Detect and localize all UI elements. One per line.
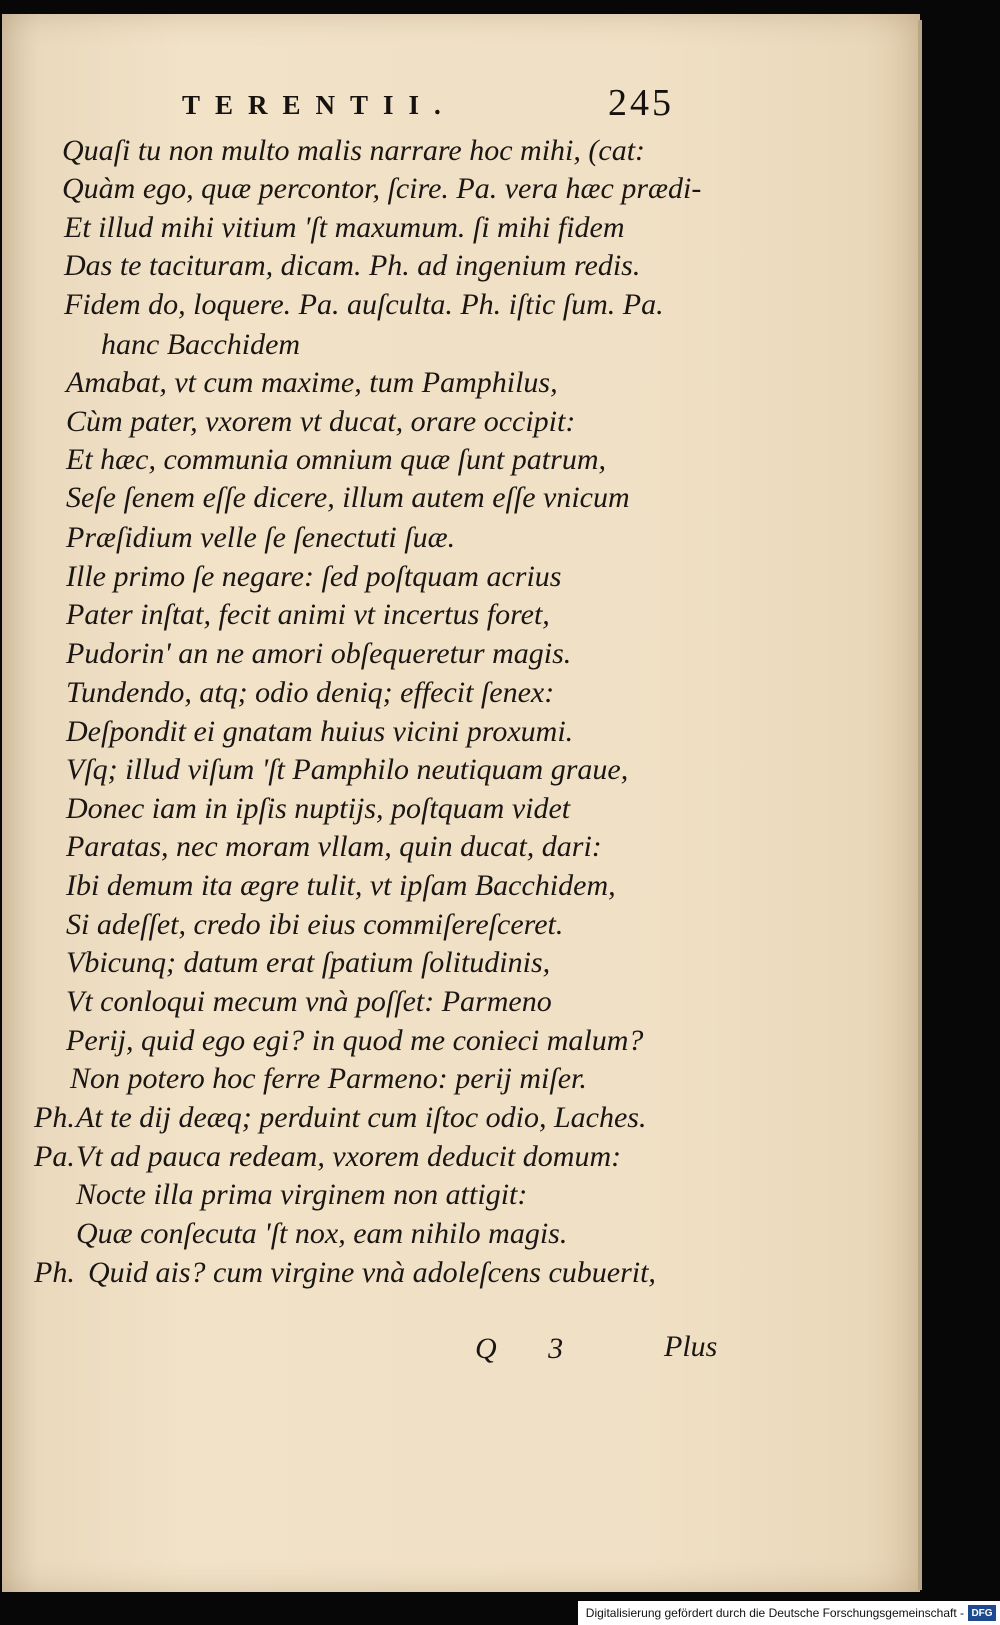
- verse-line: Et hæc, communia omnium quæ ſunt patrum,: [66, 443, 606, 476]
- verse-line: Quid ais? cum virgine vnà adoleſcens cubuerit,: [88, 1256, 656, 1289]
- verse-line: Quæ conſecuta 'ſt nox, eam nihilo magis.: [76, 1217, 568, 1250]
- verse-line: Si adeſſet, credo ibi eius commiſereſceret.: [66, 908, 564, 941]
- verse-line: Ille primo ſe negare: ſed poſtquam acrius: [66, 560, 562, 593]
- verse-line: Vt conloqui mecum vnà poſſet: Parmeno: [66, 985, 552, 1018]
- verse-line: Amabat, vt cum maxime, tum Pamphilus,: [66, 366, 558, 399]
- verse-line: Pater inſtat, fecit animi vt incertus foret,: [66, 598, 550, 631]
- verse-line: Præſidium velle ſe ſenectuti ſuæ.: [66, 521, 456, 554]
- verse-line: Cùm pater, vxorem vt ducat, orare occipit:: [66, 405, 576, 438]
- running-title: TERENTII.: [182, 90, 456, 120]
- verse-line: Nocte illa prima virginem non attigit:: [76, 1178, 528, 1211]
- signature-mark: Q 3: [475, 1332, 586, 1365]
- verse-line: Pudorin' an ne amori obſequeretur magis.: [66, 637, 572, 670]
- verse-line: Ibi demum ita ægre tulit, vt ipſam Bacchidem,: [66, 869, 616, 902]
- verse-text: [2, 14, 920, 1592]
- verse-line: Perij, quid ego egi? in quod me conieci malum?: [66, 1024, 644, 1057]
- verse-line: Tundendo, atq; odio deniq; effecit ſenex:: [66, 676, 555, 709]
- verse-line: Paratas, nec moram vllam, quin ducat, dari:: [66, 830, 602, 863]
- credit-text: Digitalisierung gefördert durch die Deutsche Forschungsgemeinschaft -: [585, 1606, 964, 1620]
- verse-line: Seſe ſenem eſſe dicere, illum autem eſſe vnicum: [66, 481, 630, 514]
- dfg-logo: DFG: [968, 1605, 996, 1621]
- catchword: Plus: [664, 1330, 718, 1363]
- speaker-label: Ph.: [34, 1256, 75, 1289]
- verse-line: Vbicunq; datum erat ſpatium ſolitudinis,: [66, 946, 551, 979]
- speaker-label: Pa.: [34, 1140, 75, 1173]
- book-page: [2, 14, 920, 1592]
- page-edge: [918, 20, 922, 1590]
- verse-line: Deſpondit ei gnatam huius vicini proxumi.: [66, 715, 574, 748]
- verse-line: Vt ad pauca redeam, vxorem deducit domum:: [76, 1140, 622, 1173]
- verse-line: Quaſi tu non multo malis narrare hoc mihi, (cat:: [62, 134, 646, 167]
- verse-line: Donec iam in ipſis nuptijs, poſtquam videt: [66, 792, 571, 825]
- speaker-label: Ph.: [34, 1101, 75, 1134]
- verse-line: Non potero hoc ferre Parmeno: perij miſer.: [70, 1062, 587, 1095]
- verse-line: Et illud mihi vitium 'ſt maxumum. ſi mihi fidem: [64, 211, 625, 244]
- page-number: 245: [608, 82, 674, 124]
- digitization-credit: [578, 1601, 1000, 1625]
- verse-line: Das te tacituram, dicam. Ph. ad ingenium redis.: [64, 249, 641, 282]
- verse-line: Fidem do, loquere. Pa. auſculta. Ph. iſtic ſum. Pa.: [64, 288, 664, 321]
- verse-line: At te dij deæq; perduint cum iſtoc odio, Laches.: [76, 1101, 647, 1134]
- verse-line: Quàm ego, quæ percontor, ſcire. Pa. vera hæc prædi-: [62, 172, 702, 205]
- verse-line: hanc Bacchidem: [101, 328, 301, 361]
- verse-line: Vſq; illud viſum 'ſt Pamphilo neutiquam graue,: [66, 753, 629, 786]
